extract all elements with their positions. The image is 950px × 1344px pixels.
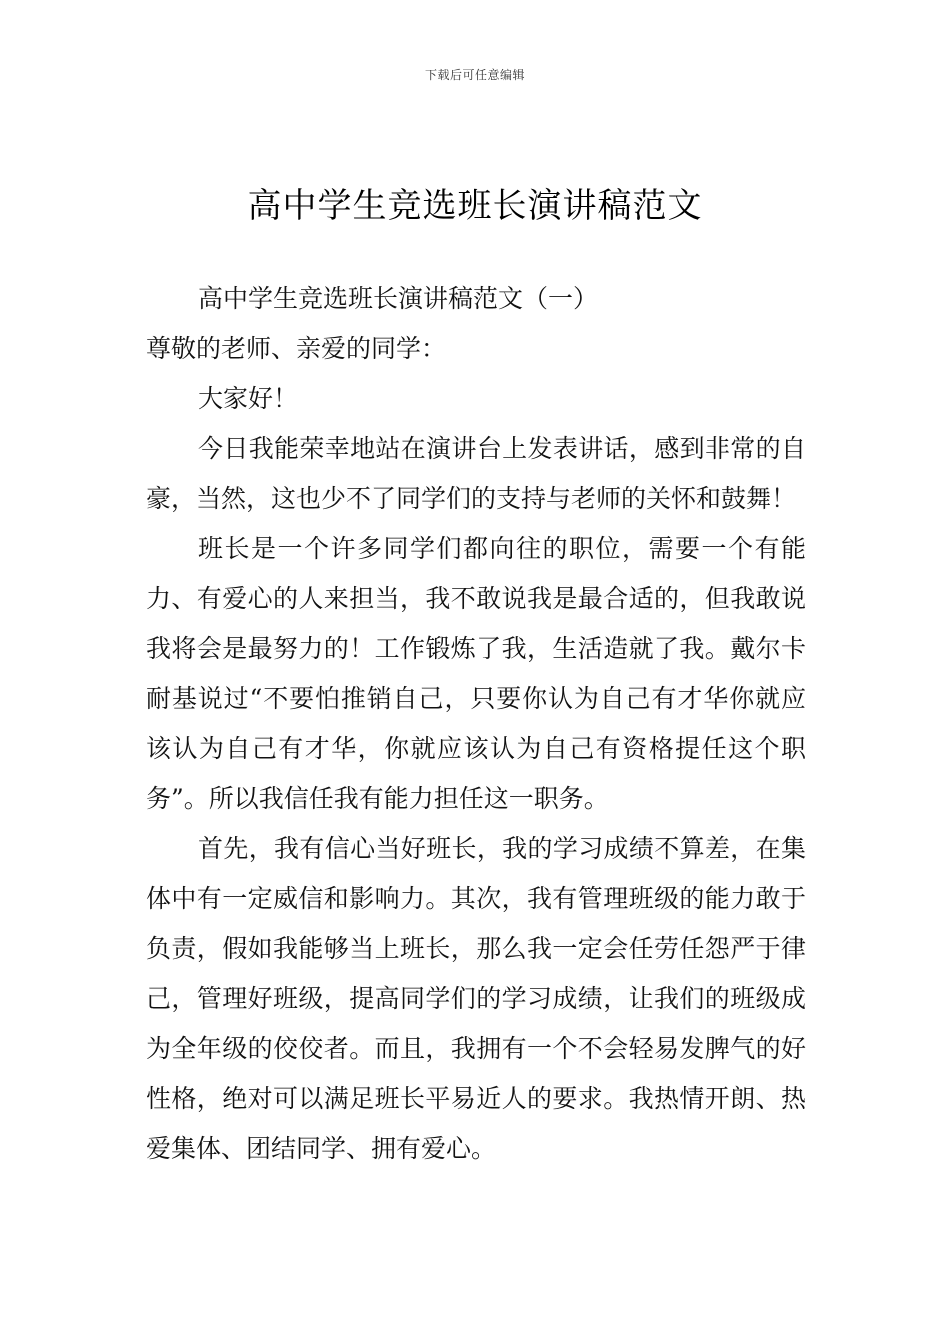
document-title: 高中学生竞选班长演讲稿范文 — [247, 186, 703, 226]
salutation: 尊敬的老师、亲爱的同学： — [146, 334, 447, 363]
paragraph-3: 首先，我有信心当好班长，我的学习成绩不算差，在集体中有一定威信和影响力。其次，我有管理班级的能力敢于负责，假如我能够当上班长，那么我一定会任劳任怨严于律己，管理好班级，提高同学们的学习成绩，让我们的班级成为全年级的佼佼者。而且，我拥有一个不会轻易发脾气的好性格，绝对可以满足班长平易近人的要求。我热情开朗、热爱集体、团结同学、拥有爱心。 — [146, 834, 806, 1163]
header-note: 下载后可任意编辑 — [424, 68, 525, 82]
document-subtitle: 高中学生竞选班长演讲稿范文（一） — [198, 284, 599, 313]
paragraph-1: 今日我能荣幸地站在演讲台上发表讲话，感到非常的自豪，当然，这也少不了同学们的支持与老师的关怀和鼓舞！ — [146, 434, 806, 513]
paragraph-2: 班长是一个许多同学们都向往的职位，需要一个有能力、有爱心的人来担当，我不敢说我是最合适的，但我敢说我将会是最努力的！工作锻炼了我，生活造就了我。戴尔卡耐基说过“不要怕推销自己，只要你认为自己有才华你就应该认为自己有才华，你就应该认为自己有资格提任这个职务”。所以我信任我有能力担任这一职务。 — [146, 534, 806, 813]
greeting: 大家好！ — [198, 384, 299, 413]
document-body — [146, 274, 806, 1174]
